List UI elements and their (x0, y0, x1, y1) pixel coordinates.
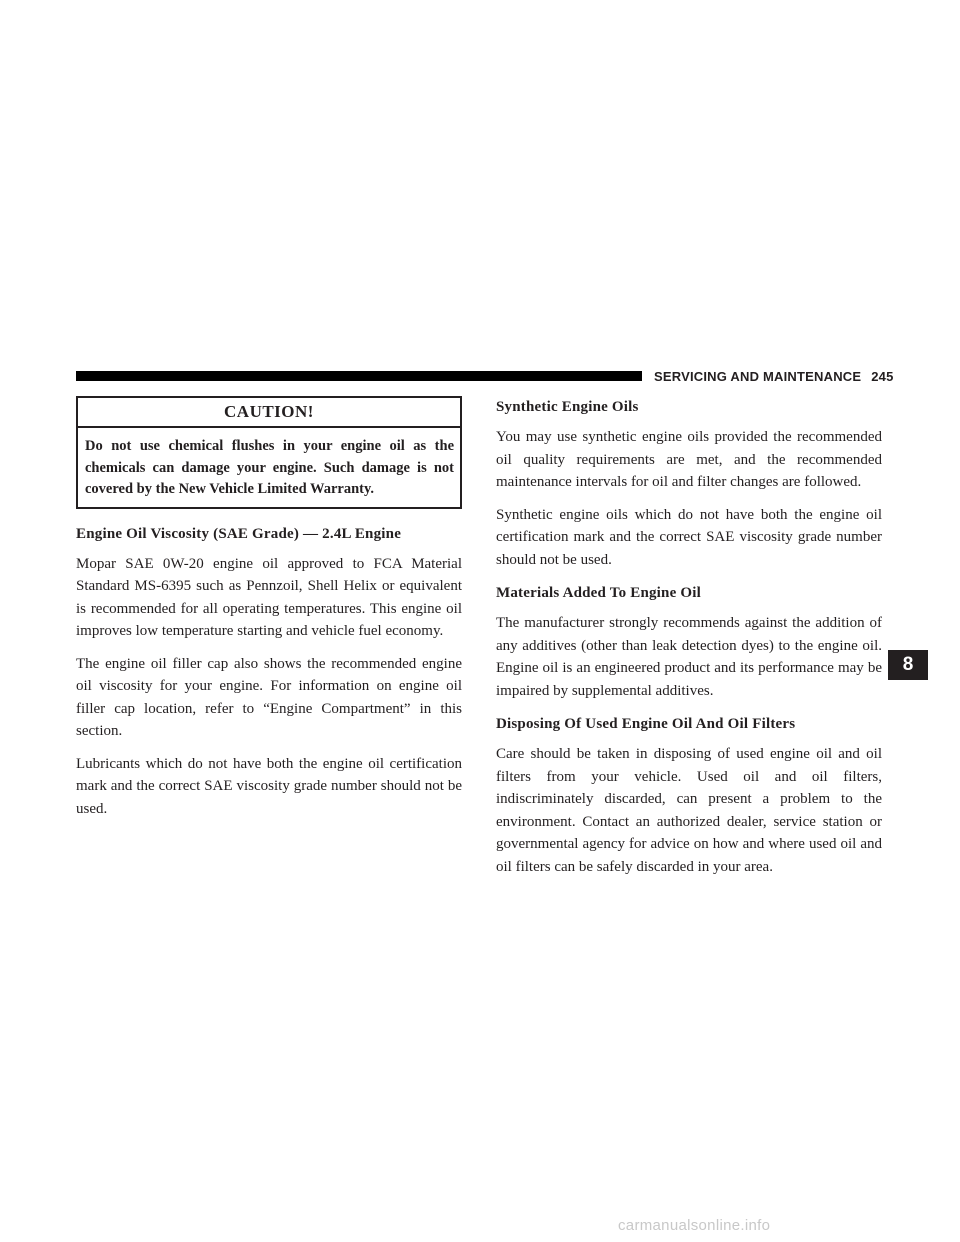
page-number: 245 (871, 369, 894, 384)
section-title: SERVICING AND MAINTENANCE (654, 369, 862, 384)
caution-title: CAUTION! (78, 398, 460, 428)
paragraph: The engine oil filler cap also shows the recommended engine oil viscosity for your engine. For information on engine oil filler cap location, refer to “Engine Compartment” in this section. (76, 655, 462, 739)
left-column (76, 396, 462, 820)
right-column (496, 396, 882, 878)
watermark: carmanualsonline.info (618, 1217, 771, 1234)
chapter-tab: 8 (888, 650, 928, 680)
paragraph: Mopar SAE 0W-20 engine oil approved to FCA Material Standard MS-6395 such as Pennzoil, Shell Helix or equivalent is recommended for all operating temperatures. This engine oil improves low temperature starting and vehicle fuel economy. (76, 555, 462, 639)
heading-oil-viscosity: Engine Oil Viscosity (SAE Grade) — 2.4L Engine (76, 525, 402, 542)
heading-synthetic-oils: Synthetic Engine Oils (496, 399, 639, 415)
paragraph: Lubricants which do not have both the engine oil certification mark and the correct SAE viscosity grade number should not be used. (76, 755, 462, 817)
paragraph: Care should be taken in disposing of used engine oil and oil filters from your vehicle. Used oil and oil filters, indiscriminately discarded, can present a problem to the environment. Contact an authorized dealer, service station or governmental agency for advice on how and where used oil and oil filters can be safely discarded in your area. (496, 746, 882, 875)
caution-box (76, 396, 462, 509)
paragraph: The manufacturer strongly recommends against the addition of any additives (other than leak detection dyes) to the engine oil. Engine oil is an engineered product and its performance may be impaired by supplemental additives. (496, 615, 882, 699)
heading-disposing-oil: Disposing Of Used Engine Oil And Oil Filters (496, 716, 796, 732)
heading-materials-added: Materials Added To Engine Oil (496, 585, 702, 601)
running-header (654, 369, 894, 384)
header-rule (76, 371, 642, 381)
paragraph: Synthetic engine oils which do not have both the engine oil certification mark and the correct SAE viscosity grade number should not be used. (496, 506, 882, 568)
paragraph: You may use synthetic engine oils provided the recommended oil quality requirements are met, and the recommended maintenance intervals for oil and filter changes are followed. (496, 429, 882, 490)
caution-text: Do not use chemical flushes in your engine oil as the chemicals can damage your engine. Such damage is not covered by the New Vehicle Limited Warranty. (85, 438, 454, 497)
